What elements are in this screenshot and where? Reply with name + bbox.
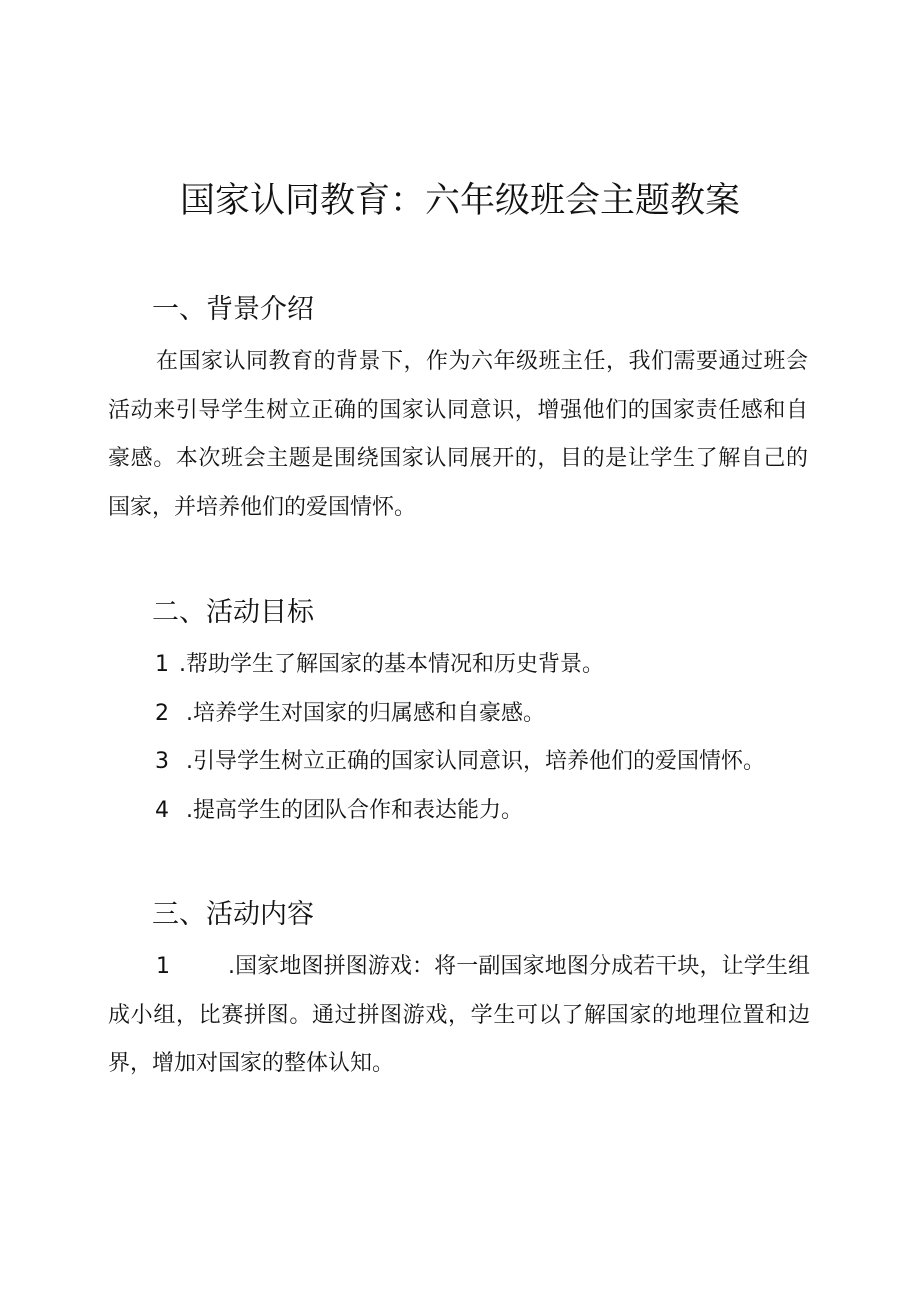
list-item <box>155 787 835 836</box>
list-item <box>155 738 835 787</box>
list-item <box>155 690 835 739</box>
content-paragraph <box>108 943 810 1089</box>
list-item-number: 3 <box>155 749 169 774</box>
section-heading-content: 三、活动内容 <box>152 899 314 930</box>
list-item <box>155 641 835 690</box>
content-item-text: 国家地图拼图游戏：将一副国家地图分成若干块，让学生组成小组，比赛拼图。通过拼图游戏，学生可以了解国家的地理位置和边界，增加对国家的整体认知。 <box>108 954 810 1076</box>
document-title: 国家认同教育：六年级班会主题教案 <box>179 181 740 221</box>
list-item-separator: . <box>179 652 186 677</box>
content-item-number: 1 <box>156 954 170 979</box>
background-paragraph: 在国家认同教育的背景下，作为六年级班主任，我们需要通过班会活动来引导学生树立正确的国家认同意识，增强他们的国家责任感和自豪感。本次班会主题是围绕国家认同展开的，目的是让学生了解自己的国家，并培养他们的爱国情怀。 <box>108 349 808 520</box>
section-heading-background: 一、背景介绍 <box>152 294 314 325</box>
list-item-number: 1 <box>155 652 169 677</box>
section-heading-goals: 二、活动目标 <box>152 597 314 628</box>
list-item-number: 4 <box>155 797 169 823</box>
list-item-text: 帮助学生了解国家的基本情况和历史背景。 <box>186 652 605 677</box>
list-item-number: 2 <box>155 700 169 726</box>
list-item-separator: . <box>179 700 193 726</box>
goals-list <box>155 641 835 835</box>
content-item-separator: . <box>228 954 235 979</box>
list-item-text: 培养学生对国家的归属感和自豪感。 <box>193 700 546 726</box>
list-item-separator: . <box>179 797 193 823</box>
list-item-separator: . <box>179 749 193 774</box>
list-item-text: 提高学生的团队合作和表达能力。 <box>193 797 524 823</box>
list-item-text: 引导学生树立正确的国家认同意识，培养他们的爱国情怀。 <box>193 749 766 774</box>
